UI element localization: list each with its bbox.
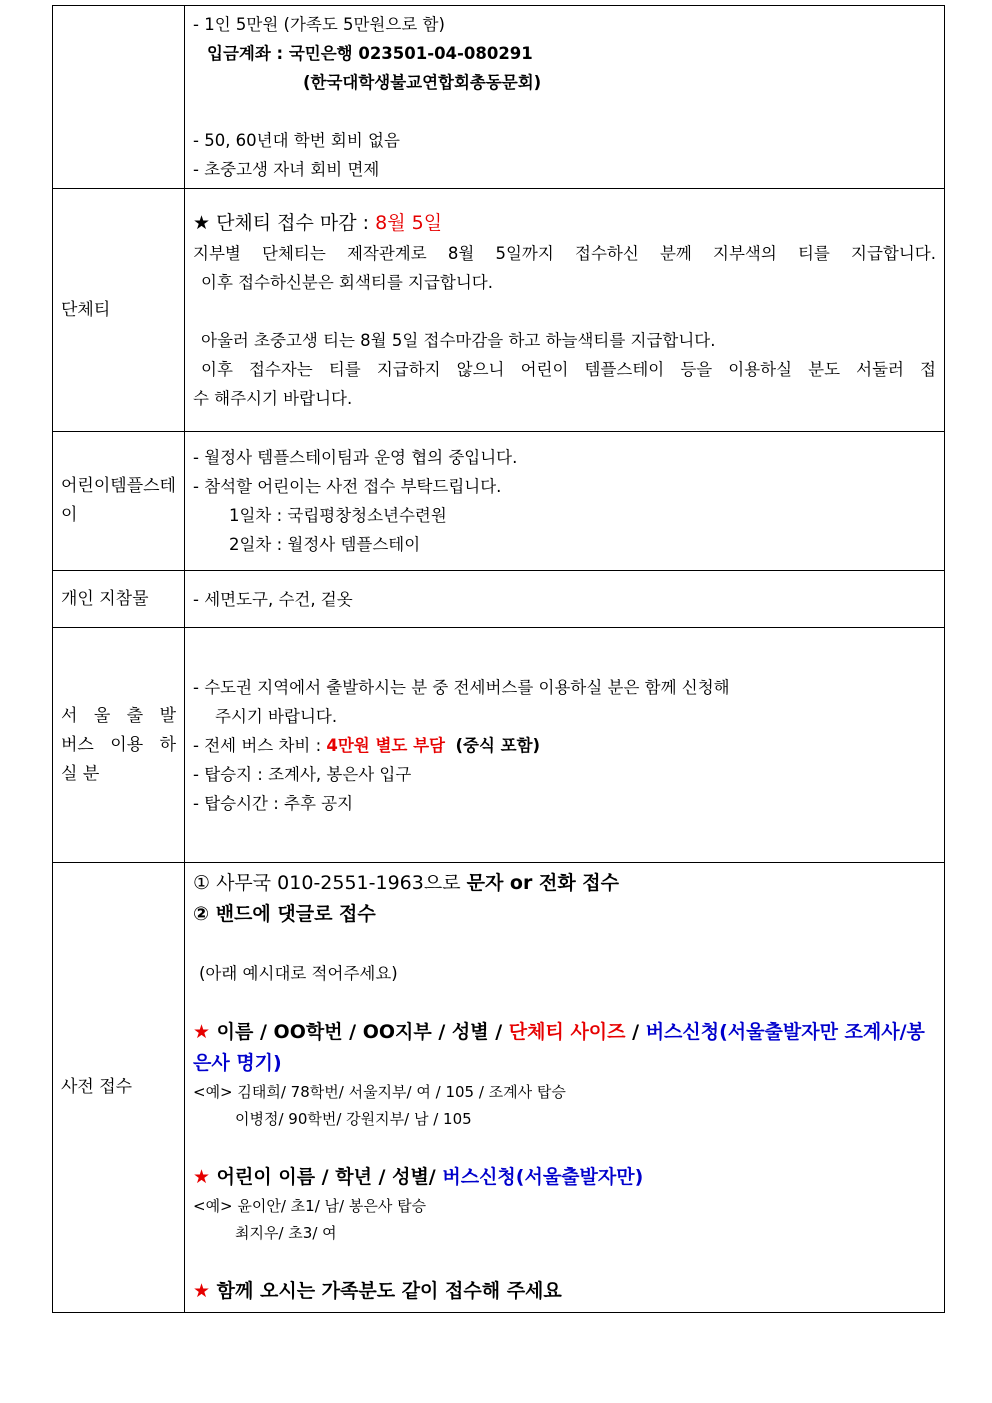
row-reg-content: [185, 863, 945, 1313]
kids-day1: 1일차 : 국립평창청소년수련원: [229, 506, 447, 525]
tshirt-line: 지부별 단체티는 제작관계로 8월 5일까지 접수하신 분께 지부색의 티를 지급합니다.: [193, 243, 936, 263]
reg-kid-bus: 버스신청(서울출발자만): [442, 1166, 644, 1188]
reg-item1-prefix: ① 사무국 010-2551-1963으로: [193, 872, 467, 894]
fee-line: - 1인 5만원 (가족도 5만원으로 함): [193, 15, 445, 34]
bus-line: 주시기 바랍니다.: [215, 706, 338, 726]
fee-account: 입금계좌 : 국민은행 023501-04-080291: [207, 44, 533, 63]
row-seoul-bus: [53, 628, 945, 863]
row-items-label: 개인 지참물: [53, 571, 185, 628]
bus-fare-note: (중식 포함): [455, 735, 541, 755]
reg-kid-example: <예> 윤이안/ 초1/ 남/ 봉은사 탑승: [193, 1197, 427, 1215]
reg-hint: (아래 예시대로 적어주세요): [199, 964, 398, 983]
reg-family-note: [193, 1276, 936, 1307]
row-registration: [53, 863, 945, 1313]
reg-adult-example: 이병정/ 90학번/ 강원지부/ 남 / 105: [235, 1110, 472, 1128]
fee-exempt-line: - 50, 60년대 학번 회비 없음: [193, 131, 400, 150]
row-fee-content: [185, 6, 945, 189]
row-fee: [53, 6, 945, 189]
reg-item1-method: 문자 or 전화 접수: [466, 872, 620, 894]
row-kids-label: [53, 432, 185, 571]
reg-family-text: 함께 오시는 가족분도 같이 접수해 주세요: [210, 1280, 562, 1302]
row-kids-templestay: [53, 432, 945, 571]
star-icon: ★: [193, 1021, 211, 1043]
tshirt-deadline-date: 8월 5일: [375, 211, 443, 234]
bus-fare-prefix: - 전세 버스 차비 :: [193, 735, 327, 755]
bus-fare-amount: 4만원 별도 부담: [326, 735, 445, 755]
kids-day2: 2일차 : 월정사 템플스테이: [229, 535, 421, 554]
tshirt-deadline-prefix: ★ 단체티 접수 마감 :: [193, 211, 376, 234]
reg-adult-bus: 버스신청(서울출발자만 조계사/봉은사 명기): [193, 1021, 925, 1074]
reg-kid-fields: 어린이 이름 / 학년 / 성별/: [210, 1166, 443, 1188]
reg-adult-example: <예> 김태희/ 78학번/ 서울지부/ 여 / 105 / 조계사 탑승: [193, 1083, 566, 1101]
row-bus-label: [53, 628, 185, 863]
bus-line: - 수도권 지역에서 출발하시는 분 중 전세버스를 이용하실 분은 함께 신청해: [193, 677, 730, 697]
tshirt-line: 이후 접수하신분은 회색티를 지급합니다.: [201, 272, 493, 292]
reg-adult-sep: /: [625, 1021, 646, 1043]
bus-label-line: 서 울 출 발: [61, 705, 176, 726]
bus-line: - 탑승시간 : 추후 공지: [193, 793, 354, 813]
row-reg-label: 사전 접수: [53, 863, 185, 1313]
reg-adult-size: 단체티 사이즈: [508, 1021, 626, 1043]
bus-fare: [193, 731, 936, 760]
reg-kid-format: [193, 1162, 936, 1193]
tshirt-line: 수 해주시기 바랍니다.: [193, 388, 353, 408]
tshirt-deadline: [193, 208, 936, 239]
reg-adult-fields: 이름 / OO학번 / OO지부 / 성별 /: [210, 1021, 509, 1043]
row-bus-content: [185, 628, 945, 863]
bus-label-line: 버스 이용 하: [61, 734, 176, 755]
tshirt-line: 아울러 초중고생 티는 8월 5일 접수마감을 하고 하늘색티를 지급합니다.: [201, 330, 716, 350]
reg-kid-example: 최지우/ 초3/ 여: [235, 1224, 337, 1242]
row-tshirt-label: 단체티: [53, 189, 185, 432]
fee-exempt-line: - 초중고생 자녀 회비 면제: [193, 160, 380, 179]
tshirt-line: 이후 접수자는 티를 지급하지 않으니 어린이 템플스테이 등을 이용하실 분도 서둘러 접: [201, 359, 936, 379]
row-tshirt-content: [185, 189, 945, 432]
kids-line: - 월정사 템플스테이팀과 운영 협의 중입니다.: [193, 448, 518, 467]
reg-adult-format: [193, 1017, 936, 1079]
row-tshirt: [53, 189, 945, 432]
bus-label-line: 실 분: [61, 763, 100, 784]
bus-line: - 탑승지 : 조계사, 봉은사 입구: [193, 764, 412, 784]
fee-account-holder: (한국대학생불교연합회총동문회): [303, 73, 542, 92]
row-items-content: - 세면도구, 수건, 겉옷: [185, 571, 945, 628]
reg-item2: ② 밴드에 댓글로 접수: [193, 903, 376, 925]
kids-line: - 참석할 어린이는 사전 접수 부탁드립니다.: [193, 477, 502, 496]
info-table: [52, 5, 945, 1313]
star-icon: ★: [193, 1166, 211, 1188]
star-icon: ★: [193, 1280, 211, 1302]
reg-item1: [193, 868, 936, 899]
row-fee-label: [53, 6, 185, 189]
row-kids-label-text: 어린이템플스테이: [61, 476, 176, 525]
row-kids-content: [185, 432, 945, 571]
row-personal-items: [53, 571, 945, 628]
